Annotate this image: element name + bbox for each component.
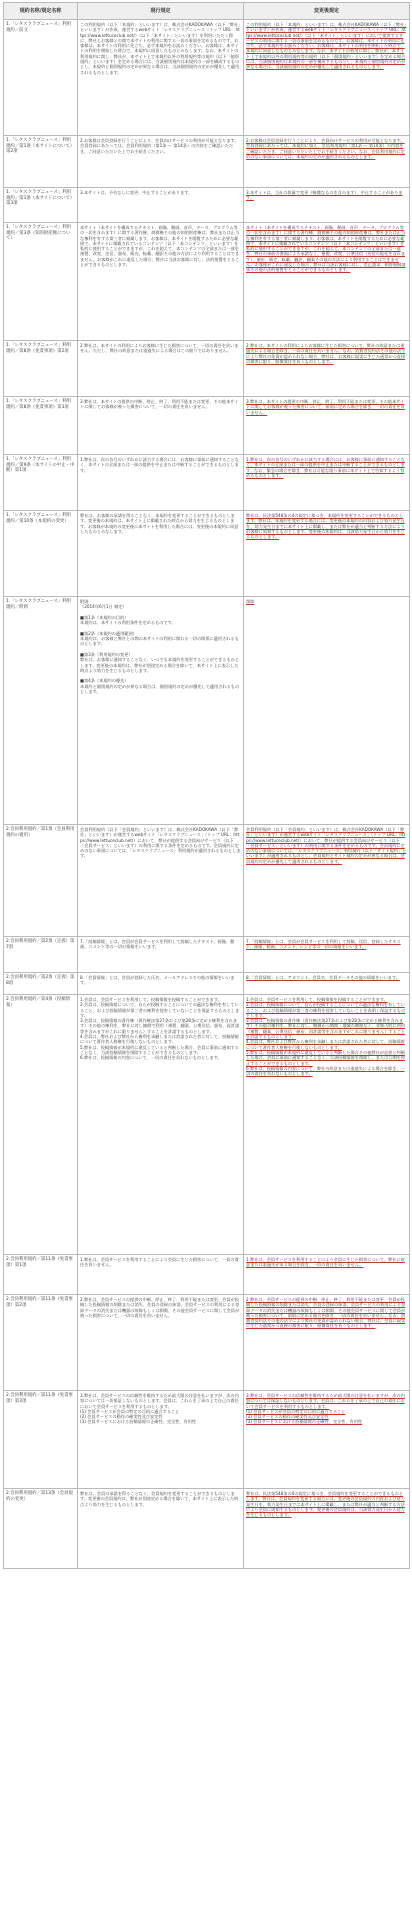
revised-rule-text: 3.弊社は、会員サービスの信頼性を維持するため最大限の注意を払いますが、次の内容については保証しないものとします。会員は、これらを了承の上で自己の責任において会員サービスを利用するものとします。 (1) 会員サービスが会員の特定の目的に適合すること (2) 会員サービスの動作の確実性及び安定性 (3) 会員サービスにおける投稿情報の正確性、完全性、有用性 xyxy=(246,1393,405,1425)
revised-rule-text: 1.弊社は、会員サービスを利用することにより会員に生じた損害について、弊社に故意または重過失がある場合を除き、一切の責任を負いません。 xyxy=(246,1257,405,1268)
current-rule-cell xyxy=(78,1489,244,1569)
rule-name: 1.「レタスクラブニュース」利用規約／第8条（免責事項）第2項 xyxy=(6,343,72,354)
current-rule-cell xyxy=(78,597,244,825)
rule-name-cell xyxy=(4,1295,78,1391)
table-row xyxy=(4,1295,410,1391)
revised-rule-cell xyxy=(244,341,410,397)
table-row xyxy=(4,223,410,341)
current-rule-text: 本サイト（本サイトを構成するテキスト、画像、動画、音声、データ、プログラム等の一切を含みます）に関する著作権、商標権その他の知的財産権は、弊社または正当な権利を有する第三者に帰属します。お客様は、本サイトを閲覧するために必要な範囲で、本サイトに掲載されているコンテンツ（以下「本コンテンツ」といいます）を私的に使用することができますが、これを超えて、本コンテンツの全部または一部を複製、改変、送信、頒布、販売、転載、翻訳その他の方法により利用することはできません。お客様がこれに違反した場合、弊社は当該お客様に対し、法的措置をとることができるものとします。 xyxy=(80,225,240,268)
revised-rule-text: この利用規約（以下「本規約」といいます）は、株式会社KADOKAWA（以下「弊社」といいます）が作成、運営するwebサイト「レタスクラブニュース（トップ URL：https://www.lettuceclub.net/）（以下「本サイト」といいます）において提供するサービスの利用に関する一切の事項を定めるものです。お客様は、本サイトの利用に先立ち、必ず本規約をお読みください。お客様は、本サイトの利用を開始した時点で、本規約に同意したものとみなします。なお、本サイトの利用に関し、弊社が、本サイト上で本規約以外の利用規約等の規約（以下「個別規約」といいます）を定める場合には、当該個別規約は本規約の一部を構成するものとし、本規約と個別規約の定めが異なる場合は、当該個別規約の定めが優先して適用されるものとします。 xyxy=(246,22,407,70)
current-rule-cell xyxy=(78,1391,244,1489)
rule-name: 1.「レタスクラブニュース」利用規約／第3条（知的財産権について） xyxy=(6,225,72,241)
revised-rule-cell xyxy=(244,1255,410,1295)
current-rule-text: 3.弊社は、会員サービスの信頼性を維持するため最大限の注意を払いますが、次の内容については一切保証しないものとします。会員は、これらを了承の上で自己の責任において会員サービスを利用するものとします。 (1) 会員サービスが会員の特定の目的に適合すること (2) 会員サービスの動作の確実性及び安定性 (3) 会員サービスにおける投稿情報の正確性、完全性、有用性 xyxy=(80,1393,239,1425)
current-rule-text: この利用規約（以下「本規約」といいます）は、株式会社KADOKAWA（以下「弊社」といいます）が作成、運営するwebサイト「レタスクラブニュース（トップ URL：https://www.lettuceclub.net/）（以下「本サイト」といいます）を利用いただく際に、弊社とお客様との間で本サイトの利用に関する一切の事項を定めるものです。お客様は、本サイトの利用に先立ち、必ず本規約をお読みください。お客様は、本サイトの利用を開始した時点で、本規約に同意したものとみなします。なお、本サイトの利用規約に関し、弊社が、本サイト上で本規約以外の利用規約等の規約（以下「個別規約」といいます）を定める場合には、当該個別規約は本規約の一部を構成するものとし、本規約と個別規約の定めが異なる場合は、当該個別規約の定めが優先して適用されるものとします。 xyxy=(80,22,241,75)
rule-name: 2.会員利用規約／第4条（投稿情報） xyxy=(6,997,71,1008)
table-row xyxy=(4,20,410,136)
revised-rule-cell xyxy=(244,825,410,937)
current-rule-text: 1.弊社は、会員サービスを利用することにより会員に生じた損害について、一切の責任を負いません。 xyxy=(80,1257,239,1268)
rule-name: 1.「レタスクラブニュース」利用規約／附則 xyxy=(6,599,72,610)
rule-name-cell xyxy=(4,825,78,937)
rule-name-cell xyxy=(4,937,78,973)
current-rule-text: 弊社は、お客様の承諾を得ることなく、本規約を変更することができるものとします。変更後の本規約は、本サイト上に掲載された時点から効力を生じるものとします。お客様が本規約の変更後に本サイトを利用した場合には、変更後の本規約に同意したものとみなします。 xyxy=(80,513,239,534)
current-rule-cell xyxy=(78,995,244,1255)
table-body xyxy=(4,20,410,1569)
current-rule-cell xyxy=(78,973,244,995)
table-row xyxy=(4,455,410,511)
rule-name-cell xyxy=(4,1255,78,1295)
table-row xyxy=(4,136,410,188)
revised-rule-cell xyxy=(244,973,410,995)
current-rule-text: 附則 （2014年6月1日 制定） ■第1条（本規約の目的） 本規約は、本サイトの利用条件を定めるものです。 ■第2条（本規約の適用範囲） 本規約は、お客様と弊社との間の本サイトの利用に関わる一切の関係に適用されるものとします。 ■第3条（利用規約の変更） 弊社は、お客様に通知することなく、いつでも本規約を変更することができるものとします。変更後の本規約は、弊社が別途定める場合を除いて、本サイト上に表示した時点より効力を生じるものとします。 ■第4条（本規約の優先） 本規約と個別規約の定めが異なる場合は、個別規約の定めが優先して適用されるものとします。 xyxy=(80,599,240,695)
revised-rule-cell xyxy=(244,597,410,825)
revised-rule-cell xyxy=(244,1295,410,1391)
revised-rule-cell xyxy=(244,1489,410,1569)
revised-rule-text: 弊社は、民法第548条の4の規定に基づき、本規約を変更することができるものとします。弊社は、本規約を変更する場合には、変更後の本規約の内容および効力発生日を、効力発生日までに本サイト上に掲載し、または弊社が適当と判断する方法によりお客様に周知するものとします。変更後の本規約は、当該効力発生日から効力を生じるものとします。 xyxy=(246,513,405,540)
revised-rule-text: 1.弊社は、次の各号のいずれかに該当する場合には、お客様に事前に通知することなく、本サイトの全部または一部の提供を中止または中断することができるものとします。なお、緊急の場合を除き、弊社は可能な限り事前に本サイト上で告知するよう努めるものとします。 xyxy=(246,457,405,478)
current-rule-text: 7.「投稿情報」とは、会員が会員サービスを利用して投稿したテキスト、画像、動画、コメント等の一切の情報をいいます。 xyxy=(80,939,235,950)
current-rule-text: 会員利用規約（以下「会員規約」といいます）は、株式会社KADOKAWA（以下「弊社」といいます）が運営するwebサイト「レタスクラブニュース」（トップ URL：https://www.lettuceclub.net/）において、弊社が提供する会員向けサービス（以下「会員サービス」といいます）の利用に関する条件を定めるものです。会員規約に定めのない事項については、「レタスクラブニュース」利用規約が適用されるものとします。 xyxy=(80,827,241,859)
revised-rule-cell xyxy=(244,223,410,341)
table-row xyxy=(4,1391,410,1489)
rule-name-cell xyxy=(4,397,78,455)
rule-name: 2.会員利用規約／第11条（免責事項）第2項 xyxy=(6,1297,73,1308)
table-row xyxy=(4,341,410,397)
rule-name-cell xyxy=(4,455,78,511)
current-rule-cell xyxy=(78,511,244,597)
header-row xyxy=(4,3,410,20)
current-rule-cell xyxy=(78,20,244,136)
rule-name: 1.「レタスクラブニュース」利用規約／第1条（本サイトについて）第3項 xyxy=(6,190,75,206)
revised-rule-text: 会員利用規約（以下「会員規約」といいます）は、株式会社KADOKAWA（以下「弊社」といいます）が運営するwebサイト「レタスクラブニュース」（トップ URL：https://www.lettuceclub.net/）において、弊社が提供する会員向けサービス（以下「会員サービス」といいます）の利用に関する条件を定めるものです。会員規約に定めのない事項については、「レタスクラブニュース」利用規約（以下「サイト規約」といいます）が適用されるものとし、会員規約とサイト規約の定めが異なる場合は、会員規約の定めが優先して適用されるものとします。 xyxy=(246,827,407,864)
rule-name: 2.会員利用規約／第2条（定義）第8項 xyxy=(6,975,75,986)
rule-name-cell xyxy=(4,1391,78,1489)
revised-rule-cell xyxy=(244,1391,410,1489)
rule-name: 2.会員利用規約／第13条（会員規約の変更） xyxy=(6,1491,73,1502)
table-row xyxy=(4,825,410,937)
revised-rule-text: 8.「会員情報」とは、アカウント、会員名、会員データその他の情報をいいます。 xyxy=(246,975,400,980)
rule-name-cell xyxy=(4,223,78,341)
current-rule-cell xyxy=(78,1255,244,1295)
revised-rule-cell xyxy=(244,397,410,455)
rule-name: 2.会員利用規約／第2条（定義）第7項 xyxy=(6,939,75,950)
current-rule-text: 弊社は、会員の承諾を得ることなく、会員規約を変更することができるものとします。変更後の会員規約は、弊社が別途定める場合を除いて、本サイト上に表示した時点より効力を生じるものとします。 xyxy=(80,1491,239,1507)
current-rule-cell xyxy=(78,455,244,511)
rule-name-cell xyxy=(4,995,78,1255)
current-rule-text: 1.弊社は、次の各号のいずれかに該当する場合には、お客様に事前に通知することなく、本サイトの全部または一部の提供を中止または中断することができるものとします。 xyxy=(80,457,239,473)
table-row xyxy=(4,511,410,597)
revised-rule-cell xyxy=(244,511,410,597)
revised-rule-cell xyxy=(244,20,410,136)
rule-name-cell xyxy=(4,188,78,223)
rule-name: 1.「レタスクラブニュース」利用規約／第9条（本サイトの中止・中断）第1項 xyxy=(6,457,75,473)
revised-rule-text: 2.弊社は、本サイトの利用によりお客様に生じた損害について、弊社の故意または重過失による場合を除き、一切の責任を負いません。なお、消費者契約法その他の法令により弊社の免責が認められない場合、弊社は、お客様に現実に生じた通常かつ直接の損害に限り、賠償責任を負うものとします。 xyxy=(246,343,406,364)
table-row xyxy=(4,937,410,973)
rule-name: 2.会員利用規約／第11条（免責事項）第1項 xyxy=(6,1257,73,1268)
current-rule-cell xyxy=(78,136,244,188)
current-rule-text: 3.弊社は、本サイトの提供の中断、停止、終了、利用不能または変更、その他本サイトに関してお客様が被った損害について、一切の責任を負いません。 xyxy=(80,399,239,410)
rule-name-cell xyxy=(4,511,78,597)
rule-name-cell xyxy=(4,973,78,995)
table-row xyxy=(4,188,410,223)
current-rule-text: 1.会員は、会員サービスを利用して、投稿情報を投稿することができます。 2.会員は、投稿情報について、自らが投稿することについての適法な権利を有していること、および投稿情報が第三者の権利を侵害していないことを保証するものとします。 3.会員は、投稿情報の著作権（著作権法第27条および第28条に定める権利を含みます）その他の権利を、弊社に対し無償で利用（複製、翻案、公衆送信、頒布、再許諾等を含みますがこれに限りません）することを許諾するものとします。 4.会員は、弊社および弊社から権利を承継しまたは許諾された者に対して、投稿情報について著作者人格権を行使しないものとします。 5.弊社は、投稿情報が本規約に違反していると判断した場合、会員に事前に通知することなく、当該投稿情報を削除することができるものとします。 6.弊社は、投稿情報の内容について、一切の責任を負わないものとします。 xyxy=(80,997,240,1061)
revised-rule-text: 本サイト（本サイトを構成するテキスト、画像、動画、音声、データ、プログラム等の一切を含みます）に関する著作権、商標権その他の知的財産権は、弊社または正当な権利を有する第三者に帰属します。お客様は、本サイトを閲覧するために必要な範囲で、本サイトに掲載されているコンテンツ（以下「本コンテンツ」といいます）を私的に使用することができますが、これを超えて、本コンテンツの全部または一部を、弊社の事前の書面による承諾なく、複製、改変、公衆送信（送信可能化を含みます）、頒布、販売、転載、翻訳、翻案その他の方法により利用することはできません。お客様がこれに違反した場合、弊社は当該お客様に対し、差止請求、損害賠償請求その他の法的措置をとることができるものとします。 xyxy=(246,225,406,273)
table-row xyxy=(4,597,410,825)
current-rule-text: 8.「会員情報」とは、会員が登録した氏名、メールアドレスその他の情報をいいます。 xyxy=(80,975,235,986)
revised-rule-cell xyxy=(244,995,410,1255)
current-rule-cell xyxy=(78,223,244,341)
header-current-rule: 現行規定 xyxy=(78,3,244,20)
rule-name: 1.「レタスクラブニュース」利用規約／第8条（免責事項）第3項 xyxy=(6,399,72,410)
revised-rule-text: 3.本サイトは、当社の裁量で変更（軽微なものを含みます）、中止することがあります。 xyxy=(246,190,403,201)
rule-name: 1.「レタスクラブニュース」利用規約／前文 xyxy=(6,22,72,33)
rule-name: 2.会員利用規約／第11条（免責事項）第3項 xyxy=(6,1393,73,1404)
rule-name-cell xyxy=(4,20,78,136)
current-rule-text: 2.弊社は、本サイトの利用によりお客様に生じた損害について、一切の責任を負いません。ただし、弊社の故意または重過失による場合はこの限りではありません。 xyxy=(80,343,239,354)
revised-rule-text: 2.お客様は会員登録を行うことにより、会員向けサービスの利用が可能となります。会員登録にあたっては、本規約に加え、会員利用規約（第1条 ～ 第14条）の内容をご確認いただき、ご同意いただいた上でお手続きください。なお、会員利用規約に定めのない事項については、本規約の定めが適用されるものとします。 xyxy=(246,138,405,159)
revised-rule-cell xyxy=(244,188,410,223)
rule-name-cell xyxy=(4,597,78,825)
rule-name-cell xyxy=(4,341,78,397)
rule-name-cell xyxy=(4,136,78,188)
table-row xyxy=(4,995,410,1255)
revised-rule-text: 弊社は、民法第548条の4の規定に基づき、会員規約を変更することができるものとします。弊社は、会員規約を変更する場合には、変更後の会員規約の内容および効力発生日を、効力発生日までに本サイト上に掲載し、または弊社が適当と判断する方法により会員に周知するものとします。変更後の会員規約は、当該効力発生日から効力を生じるものとします。 xyxy=(246,1491,405,1518)
table-row xyxy=(4,1489,410,1569)
rule-name-cell xyxy=(4,1489,78,1569)
current-rule-cell xyxy=(78,1295,244,1391)
current-rule-cell xyxy=(78,825,244,937)
header-rule-name: 規約名称/規定名称 xyxy=(4,3,78,20)
revised-rule-cell xyxy=(244,136,410,188)
current-rule-text: 3.本サイトは、予告なしに変更、中止することがあります。 xyxy=(80,190,193,195)
revised-rule-cell xyxy=(244,455,410,511)
header-revised-rule: 変更後規定 xyxy=(244,3,410,20)
revised-rule-text: 1.会員は、会員サービスを利用して、投稿情報を投稿することができます。 2.会員は、投稿情報について、自らが投稿することについての適法な権利を有していること、および投稿情報が第三者の権利を侵害していないことを表明し保証するものとします。 3.会員は、投稿情報の著作権（著作権法第27条および第28条に定める権利を含みます）その他の権利を、弊社に対し、無償かつ期間・地域の制限なく、非独占的に利用（複製、翻案、公衆送信、頒布、再許諾等を含みますがこれに限りません）することを許諾するものとします。 4.会員は、弊社および弊社から権利を承継しまたは許諾された者に対して、投稿情報について著作者人格権を行使しないものとします。 5.弊社は、投稿情報が本規約に違反していると判断した場合その他弊社が必要と判断した場合、会員に事前に通知することなく、当該投稿情報を削除し、または公開を停止することができるものとします。 6.弊社は、投稿情報の内容について、弊社の故意または重過失による場合を除き、一切の責任を負わないものとします。 xyxy=(246,997,406,1077)
revised-rule-text: 削除 xyxy=(246,599,255,604)
current-rule-text: 2.お客様は会員登録を行うことにより、会員向けサービスの利用が可能となります。会員登録にあたっては、会員利用規約（第1条 ～ 第14条）の内容をご確認いただき、ご同意いただいた上でお手続きください。 xyxy=(80,138,239,154)
revised-rule-text: 2.弊社は、会員サービスの提供の中断、停止、終了、利用不能または変更、会員が投稿した投稿情報の削除または消失、会員の登録の抹消、会員サービスの利用による登録データの消失または機器の故障もしくは損傷、その他会員サービスに関して会員が被った損害について、前項に定める場合を除き、一切の責任を負いません。なお、消費者契約法その他の法令により弊社の免責が認められない場合、弊社は、会員に現実に生じた通常かつ直接の損害に限り、賠償責任を負うものとします。 xyxy=(246,1297,406,1329)
table-header xyxy=(4,3,410,20)
revised-rule-text: 3.弊社は、本サイトの提供の中断、停止、終了、利用不能または変更、その他本サイトに関してお客様が被った損害について、前項に定める場合を除き、一切の責任を負いません。 xyxy=(246,399,405,415)
rule-name: 2.会員利用規約／第1条（会員利用規約の適用） xyxy=(6,827,75,838)
current-rule-cell xyxy=(78,937,244,973)
current-rule-cell xyxy=(78,341,244,397)
current-rule-text: 2.弊社は、会員サービスの提供の中断、停止、終了、利用不能または変更、会員が投稿した投稿情報の削除または消失、会員の登録の抹消、会員サービスの利用による登録データの消失または機器の故障もしくは損傷、その他会員サービスに関して会員が被った損害について、一切の責任を負いません。 xyxy=(80,1297,240,1318)
revised-rule-text: 7.「投稿情報」とは、会員が会員サービスを利用して投稿、送信、登録したテキスト、画像、動画、コメント、レシピ等の一切の情報をいいます。 xyxy=(246,939,401,950)
table-row xyxy=(4,973,410,995)
current-rule-cell xyxy=(78,188,244,223)
comparison-table xyxy=(3,2,410,1569)
table-row xyxy=(4,397,410,455)
revised-rule-cell xyxy=(244,937,410,973)
rule-name: 1.「レタスクラブニュース」利用規約／第1条（本サイトについて）第2項 xyxy=(6,138,75,154)
rule-name: 1.「レタスクラブニュース」利用規約／第10条（本規約の変更） xyxy=(6,513,72,524)
current-rule-cell xyxy=(78,397,244,455)
table-row xyxy=(4,1255,410,1295)
